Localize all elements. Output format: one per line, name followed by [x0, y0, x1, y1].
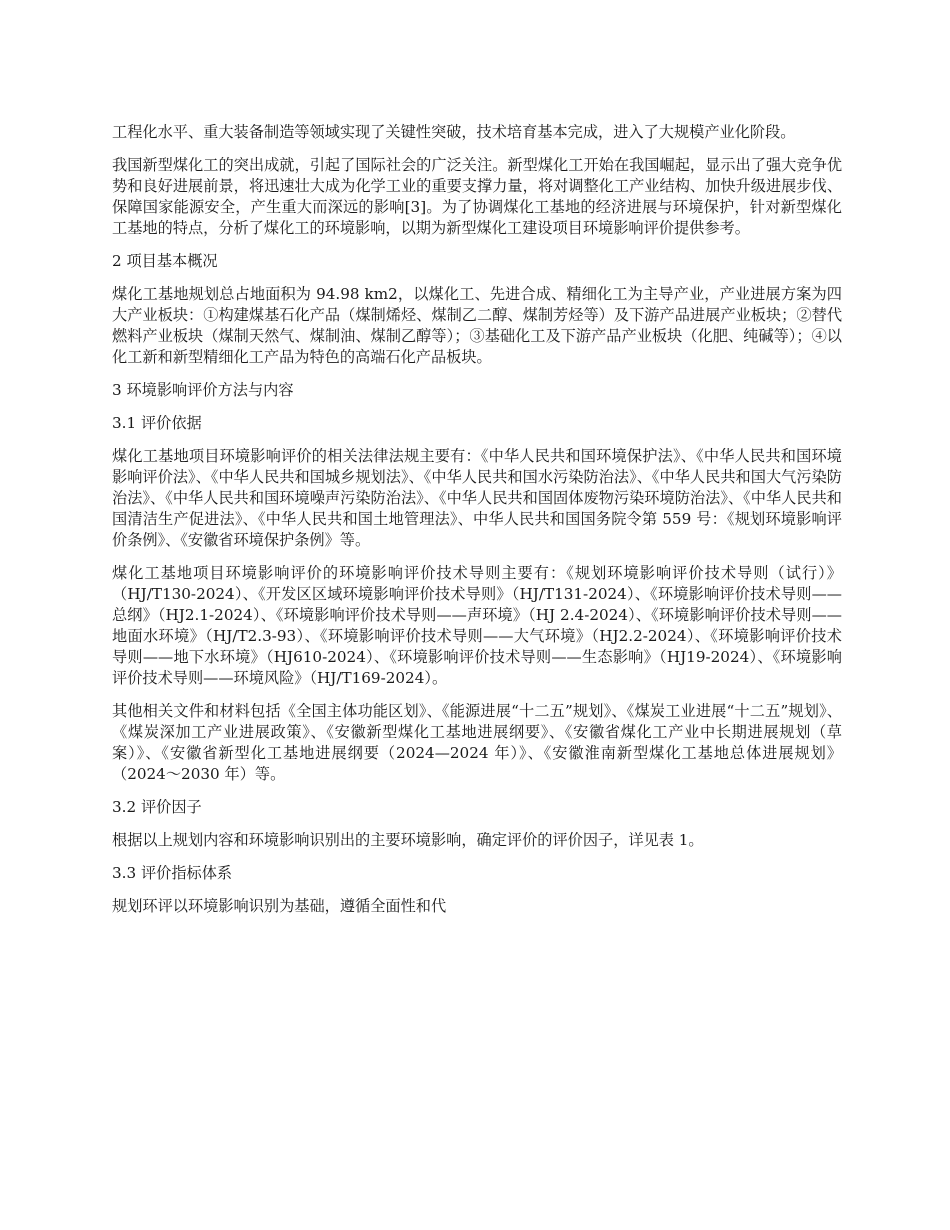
section-heading-2: 2 项目基本概况	[112, 252, 218, 270]
paragraph-guidelines: 煤化工基地项目环境影响评价的环境影响评价技术导则主要有：《规划环境影响评价技术导则（试行）》（HJ/T130-2024）、《开发区区域环境影响评价技术导则》（HJ/T131-2024）、《环境影响评价技术导则——总纲》（HJ2.1-2024）、《环境影响评价技术导则——声环境》（HJ 2.4-2024）、《环境影响评价技术导则——地面水环境》（HJ/T2.3-93）、《环境影响评价技术导则——大气环境》（HJ2.2-2024）、《环境影响评价技术导则——地下水环境》（HJ610-2024）、《环境影响评价技术导则——生态影响》（HJ19-2024）、《环境影响评价技术导则——环境风险》（HJ/T169-2024）。	[112, 564, 842, 687]
paragraph-laws: 煤化工基地项目环境影响评价的相关法律法规主要有：《中华人民共和国环境保护法》、《中华人民共和国环境影响评价法》、《中华人民共和国城乡规划法》、《中华人民共和国水污染防治法》、《中华人民共和国大气污染防治法》、《中华人民共和国环境噪声污染防治法》、《中华人民共和国固体废物污染环境防治法》、《中华人民共和国清洁生产促进法》、《中华人民共和国土地管理法》、中华人民共和国国务院令第 559 号：《规划环境影响评价条例》、《安徽省环境保护条例》等。	[112, 447, 842, 549]
section-heading-3: 3 环境影响评价方法与内容	[112, 381, 294, 399]
section-heading-3-3: 3.3 评价指标体系	[112, 864, 233, 882]
paragraph-evaluation-factors: 根据以上规划内容和环境影响识别出的主要环境影响，确定评价的评价因子，详见表 1。	[112, 831, 704, 849]
paragraph-new-coal-chemical: 我国新型煤化工的突出成就，引起了国际社会的广泛关注。新型煤化工开始在我国崛起，显示出了强大竞争优势和良好进展前景，将迅速壮大成为化学工业的重要支撑力量，将对调整化工产业结构、加快升级进展步伐、保障国家能源安全，产生重大而深远的影响[3]。为了协调煤化工基地的经济进展与环境保护，针对新型煤化工基地的特点，分析了煤化工的环境影响，以期为新型煤化工建设项目环境影响评价提供参考。	[112, 156, 842, 237]
paragraph-project-overview: 煤化工基地规划总占地面积为 94.98 km2，以煤化工、先进合成、精细化工为主导产业，产业进展方案为四大产业板块：①构建煤基石化产品（煤制烯烃、煤制乙二醇、煤制芳烃等）及下游产品进展产业板块；②替代燃料产业板块（煤制天然气、煤制油、煤制乙醇等）；③基础化工及下游产品产业板块（化肥、纯碱等）；④以化工新和新型精细化工产品为特色的高端石化产品板块。	[112, 285, 842, 366]
paragraph-other-documents: 其他相关文件和材料包括《全国主体功能区划》、《能源进展“十二五”规划》、《煤炭工业进展“十二五”规划》、《煤炭深加工产业进展政策》、《安徽新型煤化工基地进展纲要》、《安徽省煤化工产业中长期进展规划（草案）》、《安徽省新型化工基地进展纲要（2024—2024 年）》、《安徽淮南新型煤化工基地总体进展规划》（2024～2030 年）等。	[112, 702, 842, 783]
section-heading-3-1: 3.1 评价依据	[112, 414, 202, 432]
section-heading-3-2: 3.2 评价因子	[112, 798, 202, 816]
paragraph-indicator-system: 规划环评以环境影响识别为基础，遵循全面性和代	[112, 897, 447, 915]
document-body	[112, 122, 842, 929]
paragraph-industrialization: 工程化水平、重大装备制造等领域实现了关键性突破，技术培育基本完成，进入了大规模产业化阶段。	[112, 123, 796, 141]
